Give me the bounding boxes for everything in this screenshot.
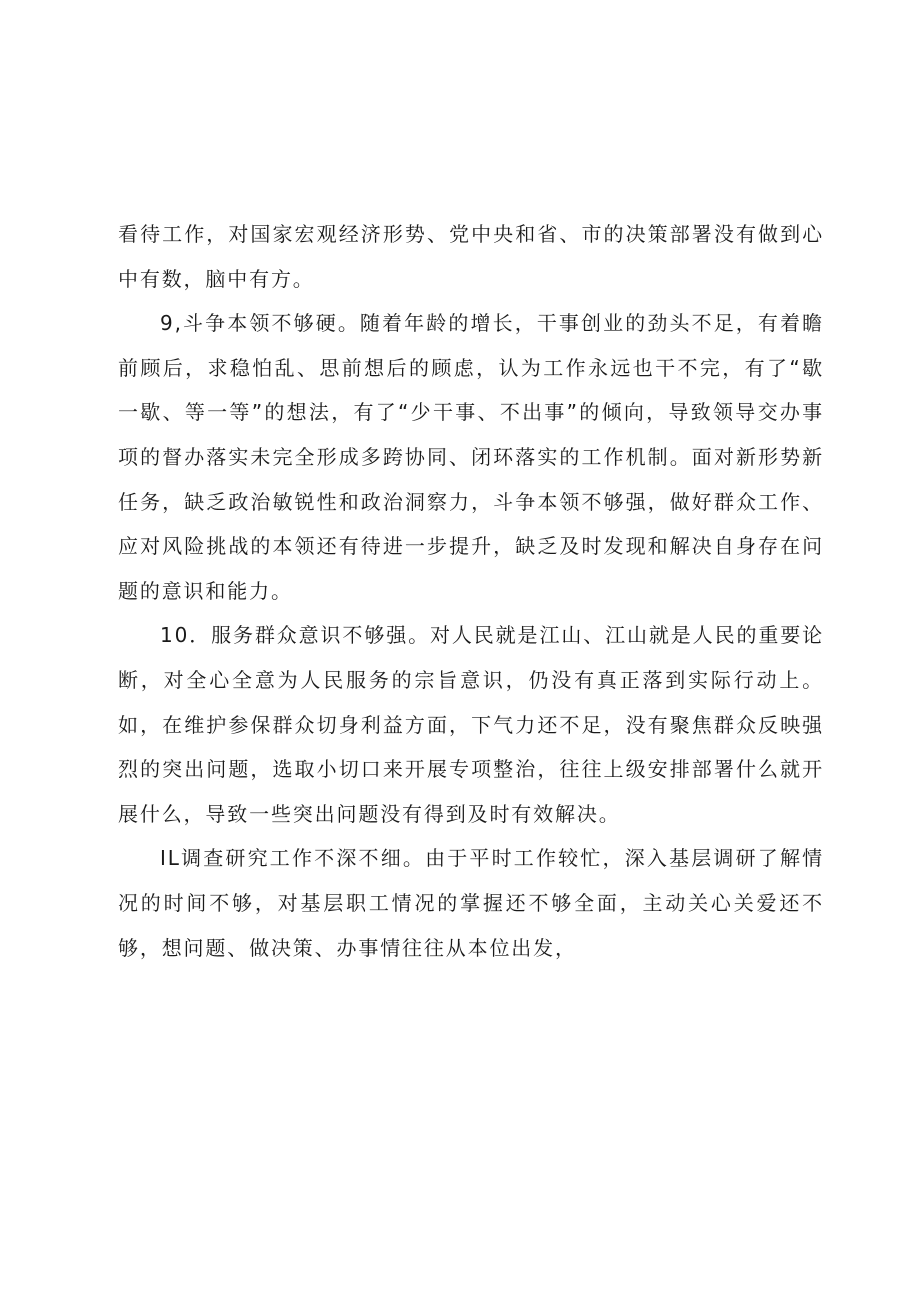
paragraph-continuation: 看待工作，对国家宏观经济形势、党中央和省、市的决策部署没有做到心中有数，脑中有方。 [118,222,824,291]
paragraph-item-10: 10．服务群众意识不够强。对人民就是江山、江山就是人民的重要论断，对全心全意为人民服务的宗旨意识，仍没有真正落到实际行动上。如，在维护参保群众切身利益方面，下气力还不足，没有聚焦群众反映强烈的突出问题，选取小切口来开展专项整治，往往上级安排部署什么就开展什么，导致一些突出问题没有得到及时有效解决。 [118,623,824,826]
paragraph-item-11: IL调查研究工作不深不细。由于平时工作较忙，深入基层调研了解情况的时间不够，对基层职工情况的掌握还不够全面，主动关心关爱还不够，想问题、做决策、办事情往往从本位出发， [118,846,824,960]
paragraph-item-9: 9,斗争本领不够硬。随着年龄的增长，干事创业的劲头不足，有着瞻前顾后，求稳怕乱、思前想后的顾虑，认为工作永远也干不完，有了“歇一歇、等一等”的想法，有了“少干事、不出事”的倾向，导致领导交办事项的督办落实未完全形成多跨协同、闭环落实的工作机制。面对新形势新任务，缺乏政治敏锐性和政治洞察力，斗争本领不够强，做好群众工作、应对风险挑战的本领还有待进一步提升，缺乏及时发现和解决自身存在问题的意识和能力。 [118,311,824,603]
document-body [118,212,824,970]
